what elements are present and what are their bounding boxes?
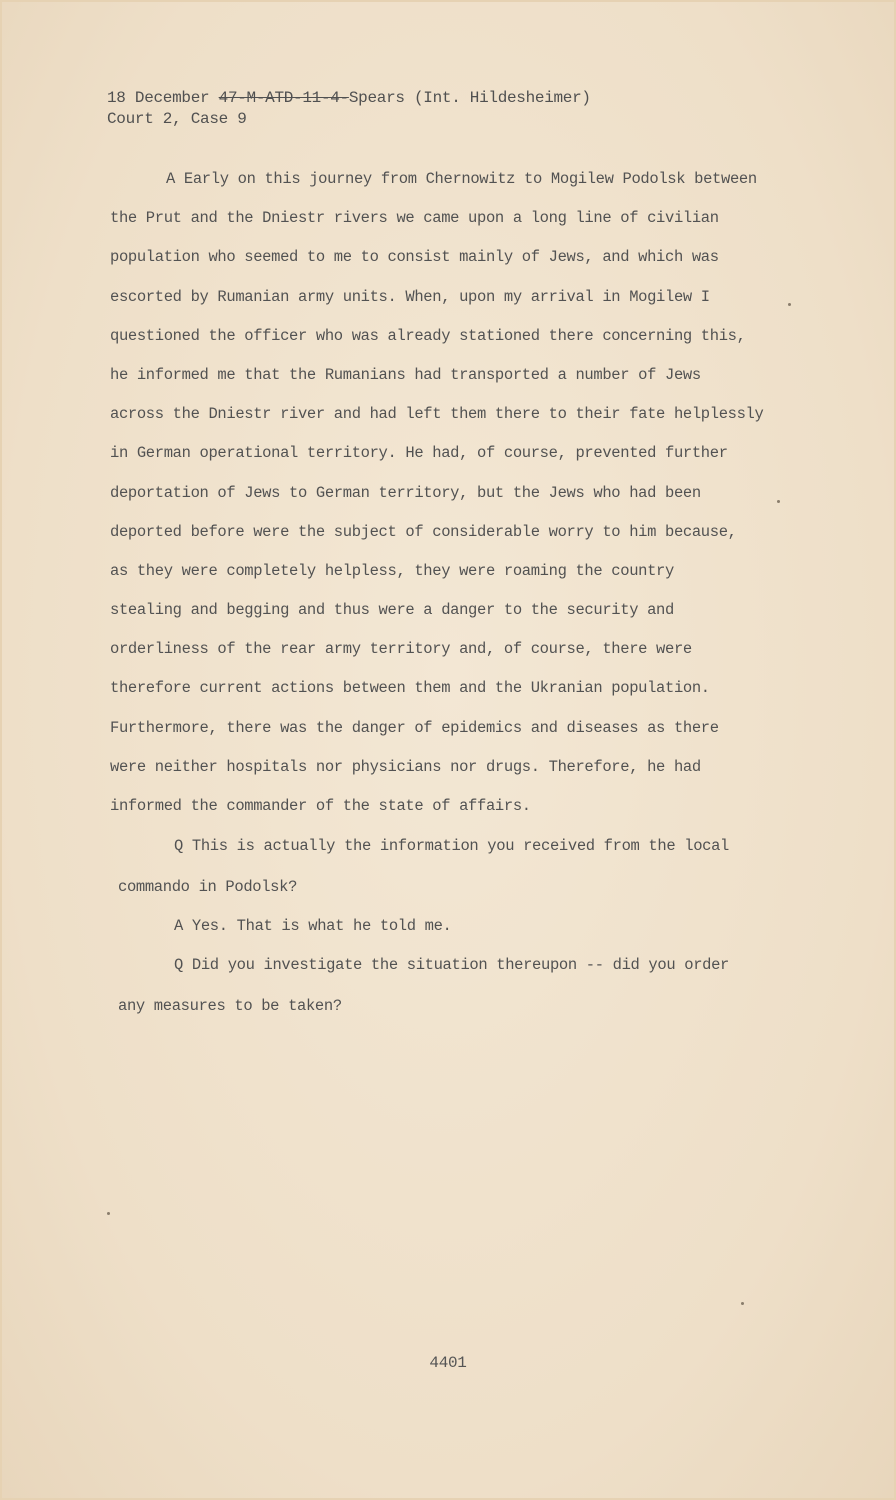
- paper-speck: [741, 1302, 744, 1305]
- question-line: any measures to be taken?: [118, 997, 342, 1015]
- header-translator: Spears (Int. Hildesheimer): [348, 89, 591, 107]
- answer-line: across the Dniestr river and had left them there to their fate helplessly: [110, 405, 764, 424]
- answer-line: Furthermore, there was the danger of epidemics and diseases as there: [110, 718, 719, 737]
- document-header: [107, 88, 591, 130]
- question-line: Q Did you investigate the situation thereupon -- did you order: [174, 956, 729, 974]
- question-line: Q This is actually the information you received from the local: [174, 837, 729, 855]
- answer-line: were neither hospitals nor physicians nor drugs. Therefore, he had: [110, 757, 701, 776]
- answer-short-paragraph: [118, 906, 818, 947]
- answer-paragraph: [110, 160, 825, 826]
- header-struck-code: 47-M-ATD-11-4-: [218, 89, 349, 107]
- answer-line: as they were completely helpless, they were roaming the country: [110, 561, 674, 580]
- question-paragraph-2: [118, 945, 818, 1027]
- answer-line: informed the commander of the state of affairs.: [110, 797, 531, 815]
- answer-line: he informed me that the Rumanians had transported a number of Jews: [110, 365, 701, 384]
- answer-line: A Early on this journey from Chernowitz to Mogilew Podolsk between: [166, 170, 757, 188]
- answer-line: deported before were the subject of considerable worry to him because,: [110, 522, 737, 541]
- header-court-case: Court 2, Case 9: [107, 110, 247, 128]
- question-paragraph: [118, 826, 818, 908]
- paper-speck: [777, 500, 780, 503]
- page-number: 4401: [429, 1354, 467, 1372]
- answer-line: the Prut and the Dniestr rivers we came upon a long line of civilian: [110, 209, 719, 228]
- header-date-line: [107, 88, 591, 109]
- answer-line: therefore current actions between them and the Ukranian population.: [110, 679, 710, 698]
- answer-line: questioned the officer who was already stationed there concerning this,: [110, 326, 746, 345]
- paper-speck: [788, 303, 791, 306]
- answer-line: population who seemed to me to consist mainly of Jews, and which was: [110, 248, 719, 267]
- header-date: 18 December: [107, 89, 210, 107]
- answer-line: stealing and begging and thus were a danger to the security and: [110, 601, 674, 620]
- answer-line: A Yes. That is what he told me.: [174, 917, 452, 935]
- paper-speck: [107, 1212, 110, 1215]
- answer-line: orderliness of the rear army territory and, of course, there were: [110, 640, 692, 659]
- question-line: commando in Podolsk?: [118, 878, 298, 896]
- answer-line: in German operational territory. He had, of course, prevented further: [110, 444, 728, 463]
- answer-line: deportation of Jews to German territory, but the Jews who had been: [110, 483, 701, 502]
- answer-line: escorted by Rumanian army units. When, upon my arrival in Mogilew I: [110, 287, 710, 306]
